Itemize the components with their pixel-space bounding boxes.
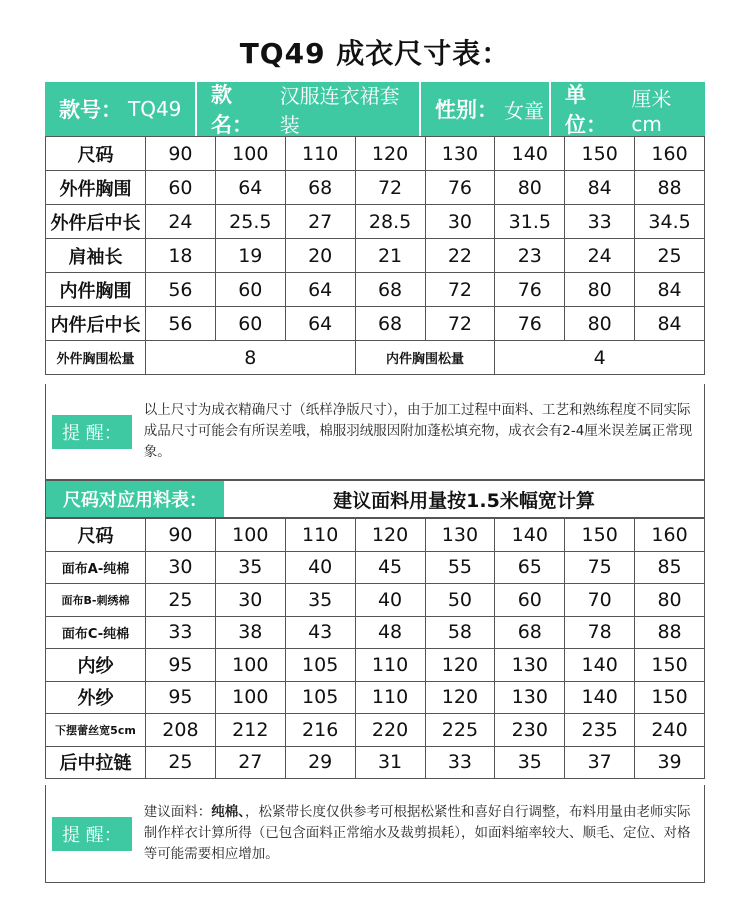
reminder-note-2 (45, 785, 705, 883)
fabric-table-cell: 43 (285, 616, 355, 649)
size-table-cell: 64 (285, 307, 355, 341)
size-table-cell: 27 (285, 205, 355, 239)
size-table-row (46, 239, 705, 273)
size-table-cell: 72 (425, 273, 495, 307)
size-table-row-label: 内件后中长 (46, 307, 146, 341)
fabric-header (45, 480, 705, 518)
size-table-cell: 24 (146, 205, 216, 239)
style-no-cell (45, 82, 195, 136)
size-table-cell: 20 (285, 239, 355, 273)
size-table-cell: 88 (635, 171, 705, 205)
fabric-table-cell: 25 (146, 584, 216, 617)
fabric-table-cell: 95 (146, 649, 216, 682)
fabric-table-cell: 100 (215, 519, 285, 552)
reminder-text: 以上尺寸为成衣精确尺寸（纸样净版尺寸），由于加工过程中面料、工艺和熟练程度不同实际成品尺寸可能会有所误差哦，棉服羽绒服因附加蓬松填充物，成衣会有2-4厘米误差属正常现象。 (143, 402, 693, 460)
size-table-cell: 25 (635, 239, 705, 273)
fabric-table-cell: 38 (215, 616, 285, 649)
fabric-table-row-label: 外纱 (46, 681, 146, 714)
fabric-table (45, 518, 705, 779)
fabric-table-row-label: 尺码 (46, 519, 146, 552)
gender-cell (421, 82, 549, 136)
size-table-row (46, 273, 705, 307)
size-table-cell: 64 (285, 273, 355, 307)
reminder-text-2-body: ，松紧带长度仅供参考可根据松紧性和喜好自行调整，布料用量由老师实际制作样衣计算所得（已包含面料正常缩水及裁剪损耗），如面料缩率较大、顺毛、定位、对格等可能需要相应增加。 (143, 804, 691, 862)
fabric-table-cell: 55 (425, 551, 495, 584)
fabric-table-cell: 212 (215, 714, 285, 747)
product-info-header (45, 82, 705, 136)
fabric-table-cell: 150 (635, 681, 705, 714)
size-table (45, 136, 705, 375)
outer-ease-label: 外件胸围松量 (46, 341, 146, 375)
fabric-table-row (46, 616, 705, 649)
fabric-table-cell: 240 (635, 714, 705, 747)
fabric-table-cell: 70 (565, 584, 635, 617)
size-table-cell: 110 (285, 137, 355, 171)
size-table-cell: 21 (355, 239, 425, 273)
fabric-table-cell: 29 (285, 746, 355, 779)
fabric-table-cell: 120 (355, 519, 425, 552)
size-table-cell: 76 (425, 171, 495, 205)
size-table-cell: 76 (495, 307, 565, 341)
size-table-cell: 64 (215, 171, 285, 205)
size-table-cell: 150 (565, 137, 635, 171)
fabric-table-cell: 40 (355, 584, 425, 617)
fabric-table-row (46, 681, 705, 714)
size-table-cell: 80 (495, 171, 565, 205)
reminder-text-2-bold: 纯棉、 (211, 804, 245, 820)
fabric-table-cell: 33 (425, 746, 495, 779)
size-table-cell: 31.5 (495, 205, 565, 239)
size-table-cell: 30 (425, 205, 495, 239)
fabric-table-row (46, 649, 705, 682)
size-table-cell: 100 (215, 137, 285, 171)
size-table-row-label: 外件胸围 (46, 171, 146, 205)
size-table-row-label: 肩袖长 (46, 239, 146, 273)
fabric-table-row (46, 551, 705, 584)
fabric-table-cell: 35 (495, 746, 565, 779)
size-table-cell: 60 (215, 273, 285, 307)
fabric-table-row-label: 下摆蕾丝宽5cm (46, 714, 146, 747)
fabric-table-cell: 216 (285, 714, 355, 747)
size-table-cell: 80 (565, 273, 635, 307)
fabric-table-cell: 150 (565, 519, 635, 552)
fabric-table-cell: 68 (495, 616, 565, 649)
fabric-table-row-label: 内纱 (46, 649, 146, 682)
fabric-table-cell: 78 (565, 616, 635, 649)
fabric-table-cell: 100 (215, 681, 285, 714)
fabric-table-cell: 75 (565, 551, 635, 584)
fabric-table-cell: 35 (285, 584, 355, 617)
fabric-table-cell: 110 (285, 519, 355, 552)
size-table-row (46, 205, 705, 239)
gender-value: 女童 (504, 98, 544, 123)
fabric-table-cell: 27 (215, 746, 285, 779)
fabric-table-cell: 25 (146, 746, 216, 779)
fabric-table-row-label: 面布B-刺绣棉 (46, 584, 146, 617)
size-table-row (46, 171, 705, 205)
fabric-table-cell: 235 (565, 714, 635, 747)
style-no-value: TQ49 (128, 97, 182, 121)
fabric-table-cell: 90 (146, 519, 216, 552)
page-title: TQ49 成衣尺寸表： (239, 37, 511, 70)
size-table-cell: 28.5 (355, 205, 425, 239)
size-table-cell: 18 (146, 239, 216, 273)
fabric-table-cell: 225 (425, 714, 495, 747)
reminder-tag: 提 醒： (52, 415, 132, 449)
size-table-cell: 90 (146, 137, 216, 171)
fabric-table-cell: 120 (425, 681, 495, 714)
fabric-table-cell: 48 (355, 616, 425, 649)
reminder-note-1 (45, 384, 705, 480)
size-table-cell: 80 (565, 307, 635, 341)
size-table-cell: 25.5 (215, 205, 285, 239)
fabric-table-cell: 130 (495, 681, 565, 714)
size-table-cell: 56 (146, 273, 216, 307)
size-table-cell: 84 (635, 273, 705, 307)
size-table-cell: 68 (285, 171, 355, 205)
size-table-cell: 160 (635, 137, 705, 171)
unit-cell (551, 82, 705, 136)
fabric-table-row-label: 面布A-纯棉 (46, 551, 146, 584)
fabric-table-row (46, 714, 705, 747)
size-table-cell: 33 (565, 205, 635, 239)
fabric-table-cell: 105 (285, 649, 355, 682)
size-table-row-label: 外件后中长 (46, 205, 146, 239)
inner-ease-value: 4 (495, 341, 705, 375)
fabric-table-cell: 140 (565, 649, 635, 682)
reminder-tag-2: 提 醒： (52, 817, 132, 851)
fabric-table-cell: 58 (425, 616, 495, 649)
fabric-table-row (46, 746, 705, 779)
fabric-table-cell: 105 (285, 681, 355, 714)
size-table-cell: 24 (565, 239, 635, 273)
fabric-table-cell: 50 (425, 584, 495, 617)
size-table-cell: 72 (355, 171, 425, 205)
fabric-table-row (46, 519, 705, 552)
size-table-cell: 60 (146, 171, 216, 205)
fabric-table-cell: 208 (146, 714, 216, 747)
size-table-cell: 19 (215, 239, 285, 273)
size-table-cell: 23 (495, 239, 565, 273)
fabric-table-cell: 140 (495, 519, 565, 552)
fabric-table-cell: 88 (635, 616, 705, 649)
fabric-table-cell: 65 (495, 551, 565, 584)
fabric-table-cell: 60 (495, 584, 565, 617)
style-no-label: 款号： (59, 98, 122, 122)
fabric-table-cell: 35 (215, 551, 285, 584)
gender-label: 性别： (435, 98, 498, 122)
size-table-cell: 140 (495, 137, 565, 171)
style-name-value: 汉服连衣裙套装 (279, 84, 400, 137)
size-table-cell: 130 (425, 137, 495, 171)
fabric-header-subtitle: 建议面料用量按1.5米幅宽计算 (333, 489, 595, 512)
fabric-table-row-label: 面布C-纯棉 (46, 616, 146, 649)
fabric-table-cell: 31 (355, 746, 425, 779)
fabric-table-cell: 45 (355, 551, 425, 584)
fabric-table-row-label: 后中拉链 (46, 746, 146, 779)
size-table-cell: 34.5 (635, 205, 705, 239)
size-table-cell: 84 (635, 307, 705, 341)
fabric-table-cell: 110 (355, 649, 425, 682)
fabric-table-cell: 33 (146, 616, 216, 649)
size-table-row (46, 307, 705, 341)
size-table-cell: 84 (565, 171, 635, 205)
fabric-table-cell: 120 (425, 649, 495, 682)
size-table-row (46, 137, 705, 171)
fabric-table-row (46, 584, 705, 617)
size-table-row-label: 内件胸围 (46, 273, 146, 307)
fabric-table-cell: 110 (355, 681, 425, 714)
size-table-cell: 68 (355, 307, 425, 341)
fabric-table-cell: 130 (425, 519, 495, 552)
unit-label: 单位： (565, 83, 607, 137)
fabric-table-cell: 39 (635, 746, 705, 779)
fabric-table-cell: 100 (215, 649, 285, 682)
size-table-row-label: 尺码 (46, 137, 146, 171)
style-name-cell (197, 82, 419, 136)
size-table-cell: 56 (146, 307, 216, 341)
fabric-table-cell: 150 (635, 649, 705, 682)
fabric-table-cell: 30 (146, 551, 216, 584)
size-table-cell: 68 (355, 273, 425, 307)
size-table-cell: 60 (215, 307, 285, 341)
fabric-table-cell: 80 (635, 584, 705, 617)
reminder-text-2 (144, 802, 704, 865)
fabric-table-cell: 230 (495, 714, 565, 747)
fabric-table-cell: 40 (285, 551, 355, 584)
fabric-header-label: 尺码对应用料表： (46, 481, 224, 517)
style-name-label: 款名： (211, 83, 253, 137)
fabric-table-cell: 160 (635, 519, 705, 552)
size-table-cell: 22 (425, 239, 495, 273)
fabric-table-cell: 130 (495, 649, 565, 682)
fabric-table-cell: 140 (565, 681, 635, 714)
outer-ease-value: 8 (146, 341, 356, 375)
fabric-table-cell: 30 (215, 584, 285, 617)
ease-row (46, 341, 705, 375)
inner-ease-label: 内件胸围松量 (355, 341, 495, 375)
fabric-table-cell: 220 (355, 714, 425, 747)
size-table-cell: 72 (425, 307, 495, 341)
fabric-table-cell: 85 (635, 551, 705, 584)
fabric-table-cell: 95 (146, 681, 216, 714)
unit-value: 厘米 cm (631, 86, 672, 136)
size-table-cell: 76 (495, 273, 565, 307)
fabric-table-cell: 37 (565, 746, 635, 779)
reminder-text-2-prefix: 建议面料： (143, 804, 212, 820)
size-table-cell: 120 (355, 137, 425, 171)
